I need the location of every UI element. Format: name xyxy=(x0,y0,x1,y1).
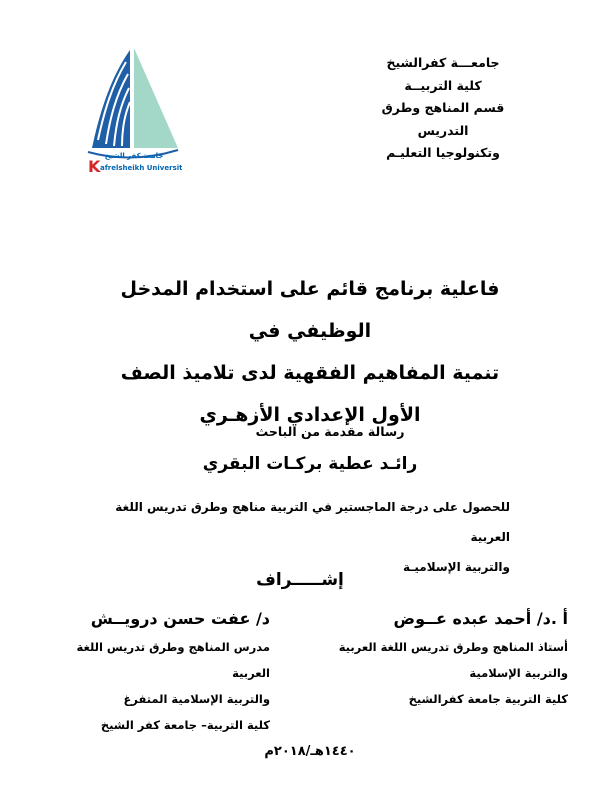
supervisor-co-title: مدرس المناهج وطرق تدريس اللغة العربية xyxy=(76,640,270,680)
presented-by: رسالة مقدمة من الباحث xyxy=(255,424,405,439)
sailboat-logo-icon xyxy=(82,40,182,180)
title-line-3: الأول الإعدادي الأزهـري xyxy=(199,404,421,426)
supervisor-main xyxy=(338,604,568,712)
degree-statement xyxy=(80,492,510,582)
submission-date: ١٤٤٠هـ/٢٠١٨م xyxy=(264,744,356,759)
supervisor-co-field: والتربية الإسلامية المتفرغ xyxy=(123,692,270,706)
institution-header xyxy=(368,52,518,165)
degree-line-1: للحصول على درجة الماجستير في التربية مناهج وطرق تدريس اللغة العربية xyxy=(115,500,510,544)
title-line-2: تنمية المفاهيم الفقهية لدى تلاميذ الصف xyxy=(120,362,500,384)
department-name-cont: وتكنولوجيا التعليـم xyxy=(386,145,500,160)
faculty-name: كلية التربيــة xyxy=(404,77,482,93)
supervisor-main-title: أستاذ المناهج وطرق تدريس اللغة العربية xyxy=(338,640,568,654)
logo-arabic-text: جامعة كفر الشيخ xyxy=(104,152,164,160)
researcher-name: رائـد عطية بركـات البقري xyxy=(202,454,418,474)
university-name: جامعـــة كفرالشيخ xyxy=(386,55,500,70)
supervisor-co-name: د/ عفت حسن درويــش xyxy=(90,609,270,628)
supervisor-co-affiliation: كلية التربية– جامعة كفر الشيخ xyxy=(100,718,270,732)
thesis-title xyxy=(80,268,540,436)
supervisor-main-name: أ .د/ أحمد عبده عــوض xyxy=(393,609,568,628)
logo-initial: K xyxy=(88,157,101,176)
department-name: قسم المناهج وطرق التدريس xyxy=(381,100,505,138)
logo-english-text: afrelsheikh University xyxy=(100,164,182,172)
university-logo xyxy=(82,40,182,180)
degree-line-2: والتربية الإسلاميـة xyxy=(403,560,510,574)
supervisor-main-field: والتربية الإسلامية xyxy=(469,666,568,680)
title-line-1: فاعلية برنامج قائم على استخدام المدخل الوظيفي في xyxy=(120,278,500,342)
supervisor-main-affiliation: كلية التربية جامعة كفرالشيخ xyxy=(408,692,568,706)
supervisor-co xyxy=(40,604,270,738)
supervision-heading: إشـــــراف xyxy=(256,570,344,590)
